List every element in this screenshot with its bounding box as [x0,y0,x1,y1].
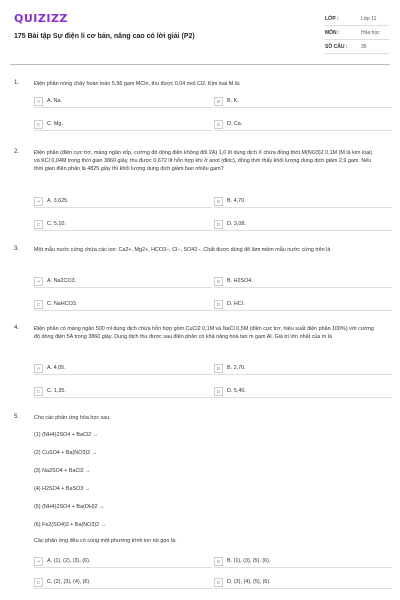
meta-class-label: LỚP : [325,16,339,22]
question-number: 1. [14,80,20,86]
question-text: Điện phân (điện cực trơ, màng ngăn xốp, cường độ dòng điện không đổi 2A) 1,0 lít dung dịch X chứa đồng thời M(NO3)2 0,1M (M là kim loại) và KCl 0,04M trong thời gian 3860 giây, thu được 0,672 lít hỗn hợp khí ở anot (đktc), đồng thời thấy khối lượng dung dịch giảm 2,9 gam. Nếu thời gian điện phân là 4825 giây thì khối lượng dung dịch giảm bao nhiêu gam? [34,150,373,172]
option-text: C. (2), (3), (4), (6). [47,579,91,585]
reaction-line: (3) Na2SO4 + BaCl2 → [34,468,91,474]
question-number: 5. [14,414,20,420]
option-b[interactable] [214,276,392,288]
option-c[interactable] [34,299,212,311]
option-text: B. 2,70. [227,365,246,371]
reaction-line: (4) H2SO4 + BaSO3 → [34,486,91,492]
option-letter-box: C [34,220,43,229]
question-text: Điện phân có màng ngăn 500 ml dung dịch chứa hỗn hợp gồm CuCl2 0,1M và NaCl 0,5M (điện cực trơ, hiệu suất điện phân 100%) với cường độ dòng điện 5A trong 3860 giây. Dung dịch thu được sau điện phân có khả năng hoà tan m gam Al. Giá trị lớn nhất của m là [34,326,374,340]
reaction-line: (2) CuSO4 + Ba(NO3)2 → [34,450,98,456]
option-c[interactable] [34,119,212,131]
meta-divider [325,39,389,40]
option-a[interactable] [34,276,212,288]
option-letter-box: B [214,277,223,286]
option-a[interactable] [34,96,212,108]
option-text: D. HCl. [227,301,245,307]
option-text: A. Na2CO3. [47,278,77,284]
option-letter-box: A [34,277,43,286]
meta-count-label: SỐ CÂU : [325,44,348,50]
option-letter-box: D [214,220,223,229]
option-text: A. (1), (2), (3), (6). [47,558,91,564]
option-text: D. 5,40. [227,388,246,394]
option-a[interactable] [34,196,212,208]
worksheet-title: 175 Bài tập Sự điện li cơ bản, nâng cao có lời giải (P2) [14,33,195,40]
option-text: C. 5,10. [47,221,66,227]
question-text: Cho các phản ứng hóa học sau: [34,415,111,421]
option-a[interactable] [34,363,212,375]
meta-divider [325,53,389,54]
option-letter-box: D [214,300,223,309]
option-b[interactable] [214,363,392,375]
option-letter-box: B [214,97,223,106]
option-d[interactable] [214,119,392,131]
option-letter-box: C [34,387,43,396]
option-text: A. Na. [47,98,62,104]
question-number: 4. [14,325,20,331]
option-text: C. Mg. [47,121,63,127]
option-b[interactable] [214,196,392,208]
meta-count-value: 35 [361,44,367,50]
option-d[interactable] [214,577,392,589]
option-a[interactable] [34,556,212,568]
option-letter-box: A [34,557,43,566]
option-text: B. (1), (3), (5), (6). [227,558,271,564]
option-b[interactable] [214,96,392,108]
option-letter-box: B [214,364,223,373]
meta-subject-value: Hóa học [361,30,380,36]
option-text: A. 4,05. [47,365,66,371]
option-d[interactable] [214,386,392,398]
option-text: D. 3,08. [227,221,246,227]
option-d[interactable] [214,219,392,231]
option-letter-box: A [34,97,43,106]
option-letter-box: A [34,364,43,373]
question-text: Một mẫu nước cứng chứa các ion: Ca2+, Mg2+, HCO3−, Cl−, SO42−. Chất được dùng để làm mềm mẫu nước cứng trên là [34,247,331,253]
option-letter-box: C [34,578,43,587]
option-letter-box: A [34,197,43,206]
reaction-line: (1) (NH4)2SO4 + BaCl2 → [34,432,98,438]
question-number: 3. [14,246,20,252]
option-letter-box: C [34,120,43,129]
option-c[interactable] [34,219,212,231]
option-text: B. 4,70. [227,198,246,204]
option-text: D. (3), (4), (5), (6). [227,579,271,585]
option-letter-box: B [214,197,223,206]
option-text: C. NaHCO3. [47,301,78,307]
option-text: B. K. [227,98,239,104]
option-c[interactable] [34,386,212,398]
option-letter-box: D [214,387,223,396]
option-text: A. 3,625. [47,198,69,204]
option-text: D. Ca. [227,121,243,127]
worksheet-header [0,0,400,64]
option-c[interactable] [34,577,212,589]
option-letter-box: C [34,300,43,309]
header-divider [10,64,390,65]
option-letter-box: D [214,578,223,587]
meta-subject-label: MÔN : [325,30,340,36]
option-d[interactable] [214,299,392,311]
option-text: C. 1,35. [47,388,66,394]
option-letter-box: D [214,120,223,129]
question-footer: Các phản ứng đều có cùng một phương trình ion rút gọn là: [34,538,177,544]
option-letter-box: B [214,557,223,566]
reaction-line: (6) Fe2(SO4)3 + Ba(NO3)2 → [34,522,107,528]
question-number: 2. [14,149,20,155]
option-b[interactable] [214,556,392,568]
meta-divider [325,25,389,26]
reaction-line: (5) (NH4)2SO4 + Ba(OH)2 → [34,504,105,510]
meta-class-value: Lớp 11 [361,16,377,22]
question-text: Điện phân nóng chảy hoàn toàn 5,96 gam MCln, thu được 0,04 mol Cl2. Kim loại M là: [34,81,241,87]
quizizz-logo: QUIZIZZ [14,12,68,25]
option-text: B. H2SO4. [227,278,253,284]
